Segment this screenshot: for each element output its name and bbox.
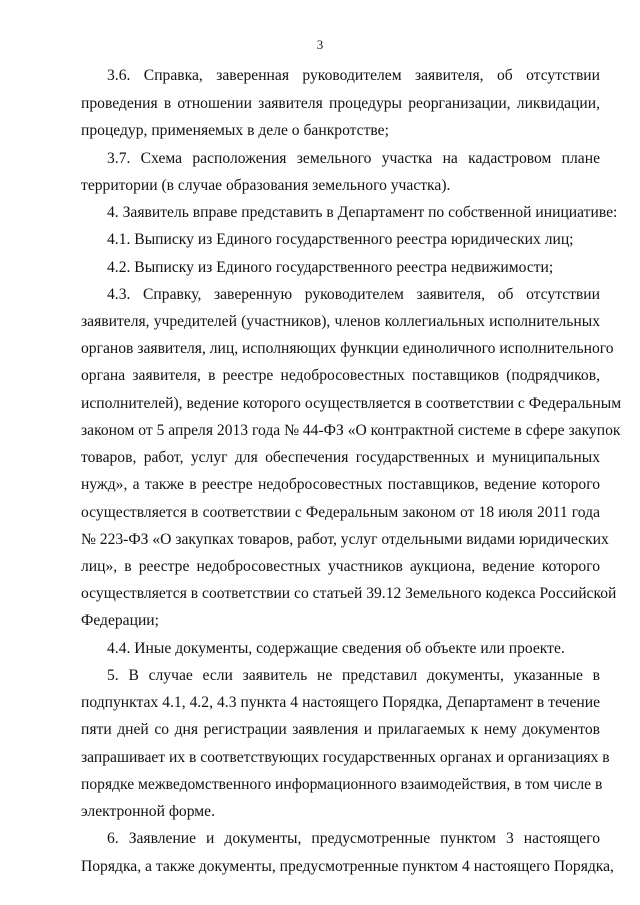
- text-line-p4-1: 4. Заявитель вправе представить в Департамент по собственной инициативе:: [107, 204, 618, 221]
- text-line-p5-3: пяти дней со дня регистрации заявления и прилагаемых к нему документов: [81, 721, 600, 738]
- text-line-p43-6: законом от 5 апреля 2013 года № 44-ФЗ «О контрактной системе в сфере закупок: [81, 422, 621, 439]
- text-line-p43-7: товаров, работ, услуг для обеспечения государственных и муниципальных: [81, 449, 600, 466]
- text-line-p43-13: Федерации;: [81, 612, 159, 629]
- text-line-p43-2: заявителя, учредителей (участников), членов коллегиальных исполнительных: [81, 313, 600, 330]
- text-line-p5-5: порядке межведомственного информационного взаимодействия, в том числе в: [81, 776, 603, 793]
- text-line-p36-3: процедур, применяемых в деле о банкротстве;: [81, 122, 389, 139]
- text-line-p43-11: лиц», в реестре недобросовестных участников аукциона, ведение которого: [81, 558, 600, 575]
- text-line-p43-5: исполнителей), ведение которого осуществляется в соответствии с Федеральным: [81, 395, 622, 412]
- text-line-p43-8: нужд», а также в реестре недобросовестных поставщиков, ведение которого: [81, 476, 600, 493]
- text-line-p6-2: Порядка, а также документы, предусмотренные пунктом 4 настоящего Порядка,: [81, 858, 614, 875]
- text-line-p5-1: 5. В случае если заявитель не представил документы, указанные в: [107, 667, 600, 684]
- text-line-p42-1: 4.2. Выписку из Единого государственного реестра недвижимости;: [107, 259, 554, 276]
- page-number: 3: [316, 37, 324, 52]
- text-line-p43-3: органов заявителя, лиц, исполняющих функции единоличного исполнительного: [81, 340, 614, 357]
- text-line-p6-1: 6. Заявление и документы, предусмотренные пунктом 3 настоящего: [107, 830, 600, 847]
- text-line-p36-2: проведения в отношении заявителя процедуры реорганизации, ликвидации,: [81, 95, 600, 112]
- text-line-p43-10: № 223-ФЗ «О закупках товаров, работ, услуг отдельными видами юридических: [81, 531, 609, 548]
- text-line-p5-4: запрашивает их в соответствующих государственных органах и организациях в: [81, 749, 610, 766]
- text-line-p43-1: 4.3. Справку, заверенную руководителем заявителя, об отсутствии: [107, 286, 600, 303]
- text-line-p5-6: электронной форме.: [81, 803, 215, 820]
- text-line-p44-1: 4.4. Иные документы, содержащие сведения об объекте или проекте.: [107, 640, 565, 657]
- text-line-p37-1: 3.7. Схема расположения земельного участка на кадастровом плане: [107, 150, 600, 167]
- text-line-p43-9: осуществляется в соответствии с Федеральным законом от 18 июля 2011 года: [81, 504, 600, 521]
- text-line-p43-4: органа заявителя, в реестре недобросовестных поставщиков (подрядчиков,: [81, 367, 600, 384]
- text-line-p36-1: 3.6. Справка, заверенная руководителем заявителя, об отсутствии: [107, 67, 600, 84]
- text-line-p37-2: территории (в случае образования земельного участка).: [81, 177, 451, 194]
- text-line-p5-2: подпунктах 4.1, 4.2, 4.3 пункта 4 настоящего Порядка, Департамент в течение: [81, 694, 600, 711]
- text-line-p41-1: 4.1. Выписку из Единого государственного реестра юридических лиц;: [107, 231, 574, 248]
- text-line-p43-12: осуществляется в соответствии со статьей 39.12 Земельного кодекса Российской: [81, 585, 617, 602]
